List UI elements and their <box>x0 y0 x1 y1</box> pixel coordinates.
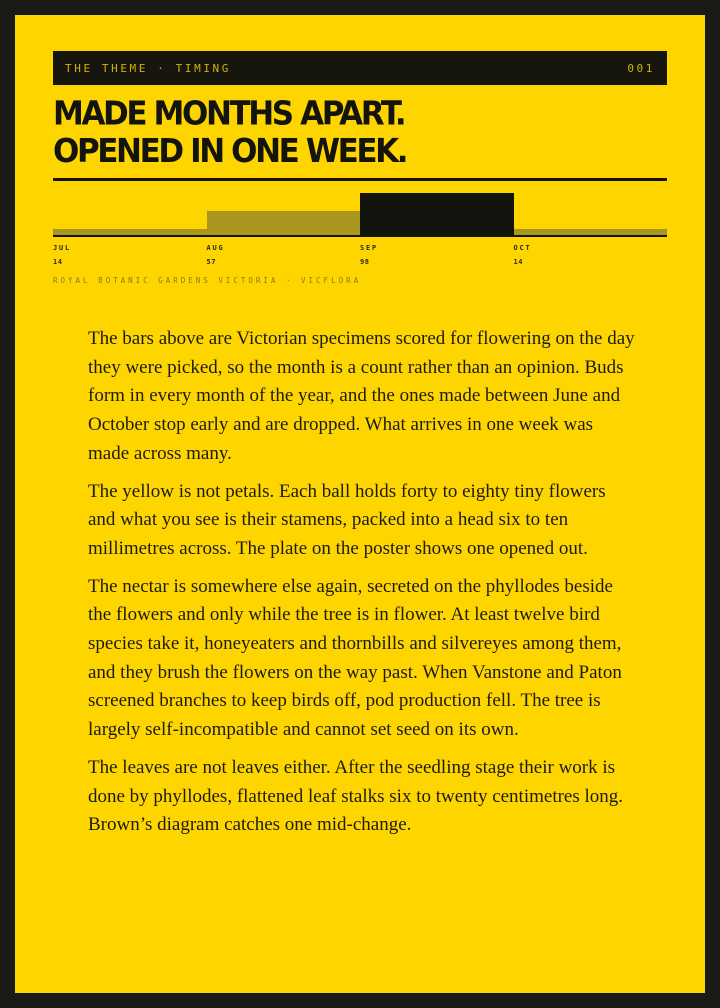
tick-aug <box>207 244 225 266</box>
headline-line-1: MADE MONTHS APART. <box>53 95 405 133</box>
tick-jul <box>53 244 71 266</box>
header-number: 001 <box>627 61 655 75</box>
bar-jul <box>53 229 207 235</box>
article-body <box>88 325 636 849</box>
tick-label: JUL <box>53 244 72 252</box>
bar-sep <box>360 193 514 235</box>
paragraph: The yellow is not petals. Each ball holds forty to eighty tiny flowers and what you see is their stamens, packed into a head six to ten millimetres across. The plate on the poster shows one opened out. <box>88 480 606 559</box>
tick-sep <box>360 244 378 266</box>
tick-value: 14 <box>53 258 63 266</box>
headline <box>53 95 667 171</box>
headline-line-2: OPENED IN ONE WEEK. <box>53 132 407 171</box>
paragraph: The bars above are Victorian specimens scored for flowering on the day they were picked, so the month is a count rather than an opinion. Buds form in every month of the year, and the ones made between June and October stop early and are dropped. What arrives in one week was made across many. <box>88 328 635 464</box>
tick-label: OCT <box>513 244 532 252</box>
paragraph: The nectar is somewhere else again, secreted on the phyllodes beside the flowers and only while the tree is in flower. At least twelve bird species take it, honeyeaters and thornbills and silvereyes among them, and they brush the flowers on the way past. When Vanstone and Paton screened branches to keep birds off, pod production fell. The tree is largely self-incompatible and cannot set seed on its own. <box>88 575 622 741</box>
header-label: THE THEME · TIMING <box>65 61 232 75</box>
tick-value: 14 <box>513 258 523 266</box>
tick-value: 98 <box>360 258 370 266</box>
flowering-bar-chart <box>53 181 667 237</box>
chart-source: ROYAL BOTANIC GARDENS VICTORIA · VICFLORA <box>53 276 362 285</box>
bar-oct <box>514 229 668 235</box>
header-bar <box>53 51 667 85</box>
chart-baseline <box>53 235 667 237</box>
poster <box>15 15 705 993</box>
tick-value: 57 <box>206 258 216 266</box>
tick-oct <box>514 244 532 266</box>
paragraph: The leaves are not leaves either. After the seedling stage their work is done by phyllodes, flattened leaf stalks six to twenty centimetres long. Brown’s diagram catches one mid-change. <box>88 756 624 836</box>
tick-label: SEP <box>360 244 379 252</box>
tick-label: AUG <box>206 244 225 252</box>
bar-aug <box>207 211 361 235</box>
